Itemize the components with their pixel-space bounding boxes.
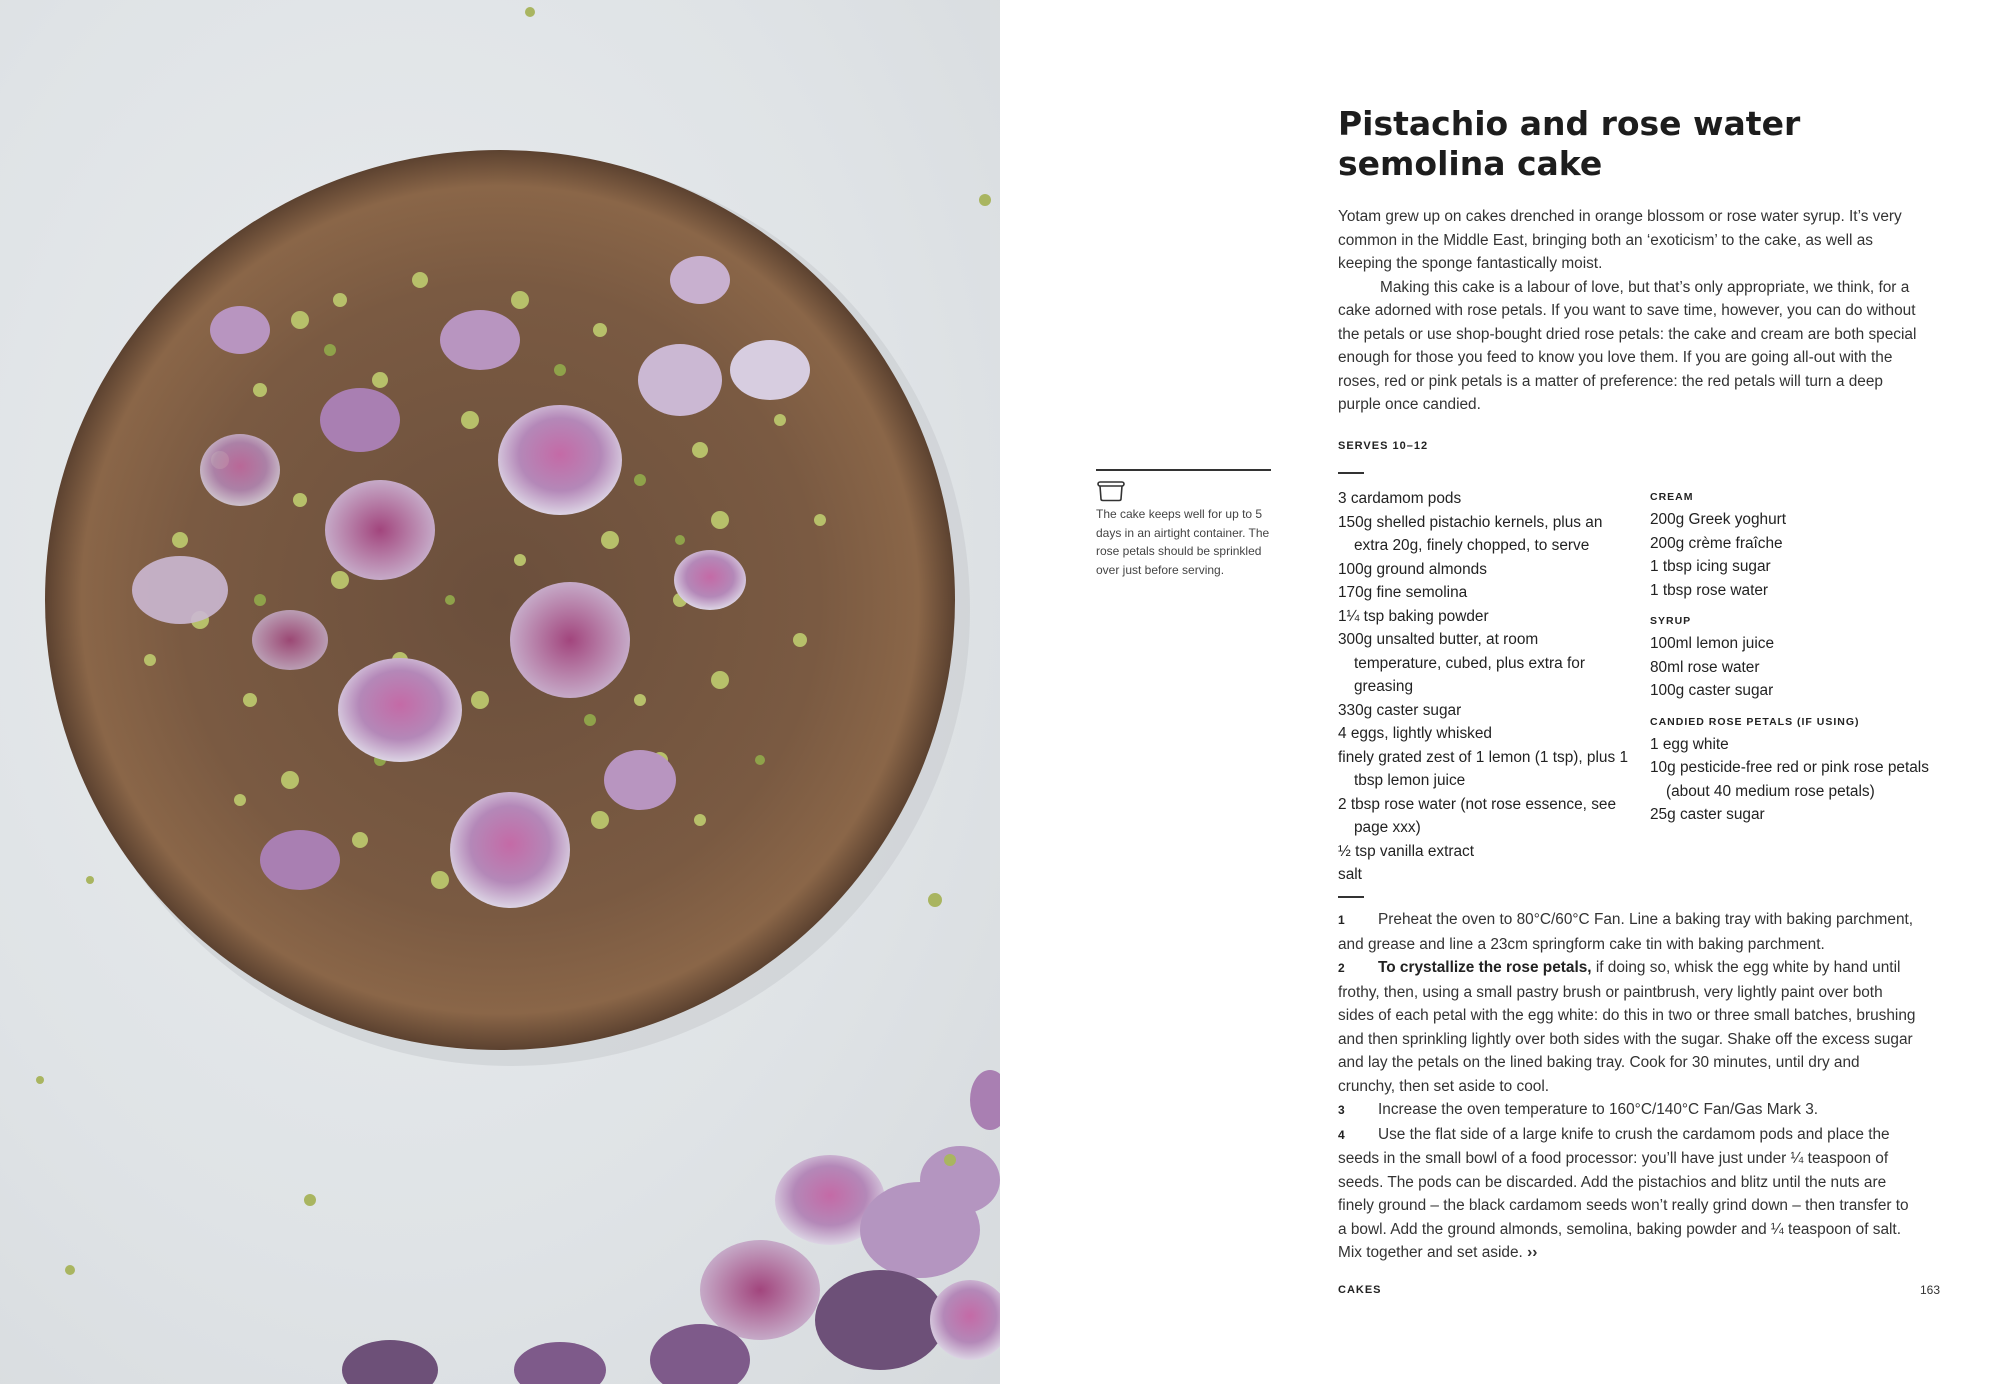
- syrup-heading: SYRUP: [1650, 615, 1692, 627]
- recipe-intro: [1338, 205, 1920, 417]
- ingredient-item: finely grated zest of 1 lemon (1 tsp), plus 1 tbsp lemon juice: [1338, 748, 1629, 789]
- step-text: Use the flat side of a large knife to crush the cardamom pods and place the seeds in the small bowl of a food processor: you’ll have just under ¼ teaspoon of seeds. The pods can be discarded. Add the pistachios and blitz until the nuts are finely ground – the black cardamom seeds won’t really grind down – then transfer to a bowl. Add the ground almonds, semolina, baking powder and ¼ teaspoon of salt. Mix together and set aside.: [1338, 1125, 1909, 1261]
- footer-section: CAKES: [1338, 1284, 1382, 1296]
- ingredient-item: 10g pesticide-free red or pink rose petals (about 40 medium rose petals): [1650, 759, 1929, 800]
- serves-label: SERVES 10–12: [1338, 440, 1429, 452]
- tip-text: The cake keeps well for up to 5 days in an airtight container. The rose petals should be sprinkled over just before serving.: [1096, 507, 1270, 577]
- container-icon: [1096, 480, 1126, 502]
- method-step: [1338, 908, 1920, 956]
- ingredient-item: 4 eggs, lightly whisked: [1338, 725, 1492, 742]
- ingredient-item: 80ml rose water: [1650, 658, 1760, 676]
- ingredient-item: 150g shelled pistachio kernels, plus an extra 20g, finely chopped, to serve: [1338, 513, 1603, 554]
- syrup-list: [1650, 632, 1940, 703]
- method-rule: [1338, 896, 1364, 898]
- step-number: 1: [1338, 913, 1345, 927]
- method-step: [1338, 1098, 1920, 1123]
- ingredient-item: 100g ground almonds: [1338, 560, 1487, 578]
- step-number: 4: [1338, 1127, 1345, 1142]
- ingredient-item: 1 tbsp icing sugar: [1650, 558, 1771, 575]
- recipe-page: [1000, 0, 2000, 1384]
- recipe-title: [1338, 104, 1938, 184]
- title-line-2: semolina cake: [1338, 144, 1603, 183]
- ingredient-item: 100ml lemon juice: [1650, 635, 1775, 652]
- step-text: Preheat the oven to 80°C/60°C Fan. Line a baking tray with baking parchment, and grease and line a 23cm springform cake tin with baking parchment.: [1338, 911, 1914, 953]
- step-lead: To crystallize the rose petals,: [1378, 959, 1592, 976]
- ingredients-main: [1338, 487, 1628, 887]
- serves-rule: [1338, 472, 1364, 474]
- step-text: if doing so, whisk the egg white by hand until frothy, then, using a small pastry brush or paintbrush, very lightly paint over both sides of each petal with the egg white: do this in two or three small batches, brushing and then sprinkling lightly over both sides with the sugar. Shake off the excess sugar and lay the petals on the lined baking tray. Cook for 30 minutes, until dry and crunchy, then set aside to cool.: [1338, 959, 1916, 1095]
- cream-list: [1650, 508, 1940, 602]
- ingredient-item: 1 tbsp rose water: [1650, 581, 1769, 599]
- ingredient-item: 1 egg white: [1650, 735, 1729, 753]
- step-number: 3: [1338, 1103, 1345, 1117]
- page-number: 163: [1919, 1283, 1940, 1297]
- ingredient-item: salt: [1338, 866, 1362, 883]
- tip-rule: [1096, 469, 1271, 471]
- ingredient-item: 200g Greek yoghurt: [1650, 511, 1787, 528]
- candied-list: [1650, 733, 1940, 827]
- step-number: 2: [1338, 961, 1345, 975]
- step-text: Increase the oven temperature to 160°C/140°C Fan/Gas Mark 3.: [1378, 1101, 1819, 1118]
- ingredient-item: 1¼ tsp baking powder: [1338, 607, 1489, 625]
- continue-mark: ››: [1527, 1244, 1538, 1261]
- ingredient-item: 100g caster sugar: [1650, 682, 1774, 699]
- candied-heading: [1650, 715, 1940, 729]
- title-line-1: Pistachio and rose water: [1338, 104, 1801, 143]
- intro-paragraph-1: Yotam grew up on cakes drenched in orange blossom or rose water syrup. It’s very common in the Middle East, bringing both an ‘exoticism’ to the cake, as well as keeping the sponge fantastically moist.: [1338, 208, 1902, 272]
- ingredient-item: ½ tsp vanilla extract: [1338, 842, 1475, 860]
- candied-heading-text: CANDIED ROSE PETALS: [1650, 715, 1794, 728]
- ingredient-item: 3 cardamom pods: [1338, 490, 1462, 507]
- ingredient-item: 200g crème fraîche: [1650, 534, 1783, 552]
- method: [1338, 908, 1920, 1265]
- intro-paragraph-2: Making this cake is a labour of love, but that’s only appropriate, we think, for a cake adorned with rose petals. If you want to save time, however, you can do without the petals or use shop-bought dried rose petals: the cake and cream are both special enough for those you feed to know you love them. If you are going all-out with the roses, red or pink petals is a matter of preference: the red petals will turn a deep purple once candied.: [1338, 278, 1917, 413]
- method-step: [1338, 956, 1920, 1098]
- ingredient-item: 330g caster sugar: [1338, 701, 1462, 719]
- cream-heading: CREAM: [1650, 491, 1694, 503]
- loose-petals: [342, 1070, 1000, 1384]
- ingredient-item: 170g fine semolina: [1338, 584, 1468, 601]
- ingredients-secondary: [1650, 490, 1940, 827]
- ingredient-item: 300g unsalted butter, at room temperature, cubed, plus extra for greasing: [1338, 631, 1585, 695]
- candied-heading-note: (IF USING): [1797, 715, 1860, 728]
- method-step: [1338, 1123, 1920, 1265]
- ingredient-item: 25g caster sugar: [1650, 806, 1765, 823]
- ingredient-item: 2 tbsp rose water (not rose essence, see page xxx): [1338, 795, 1617, 836]
